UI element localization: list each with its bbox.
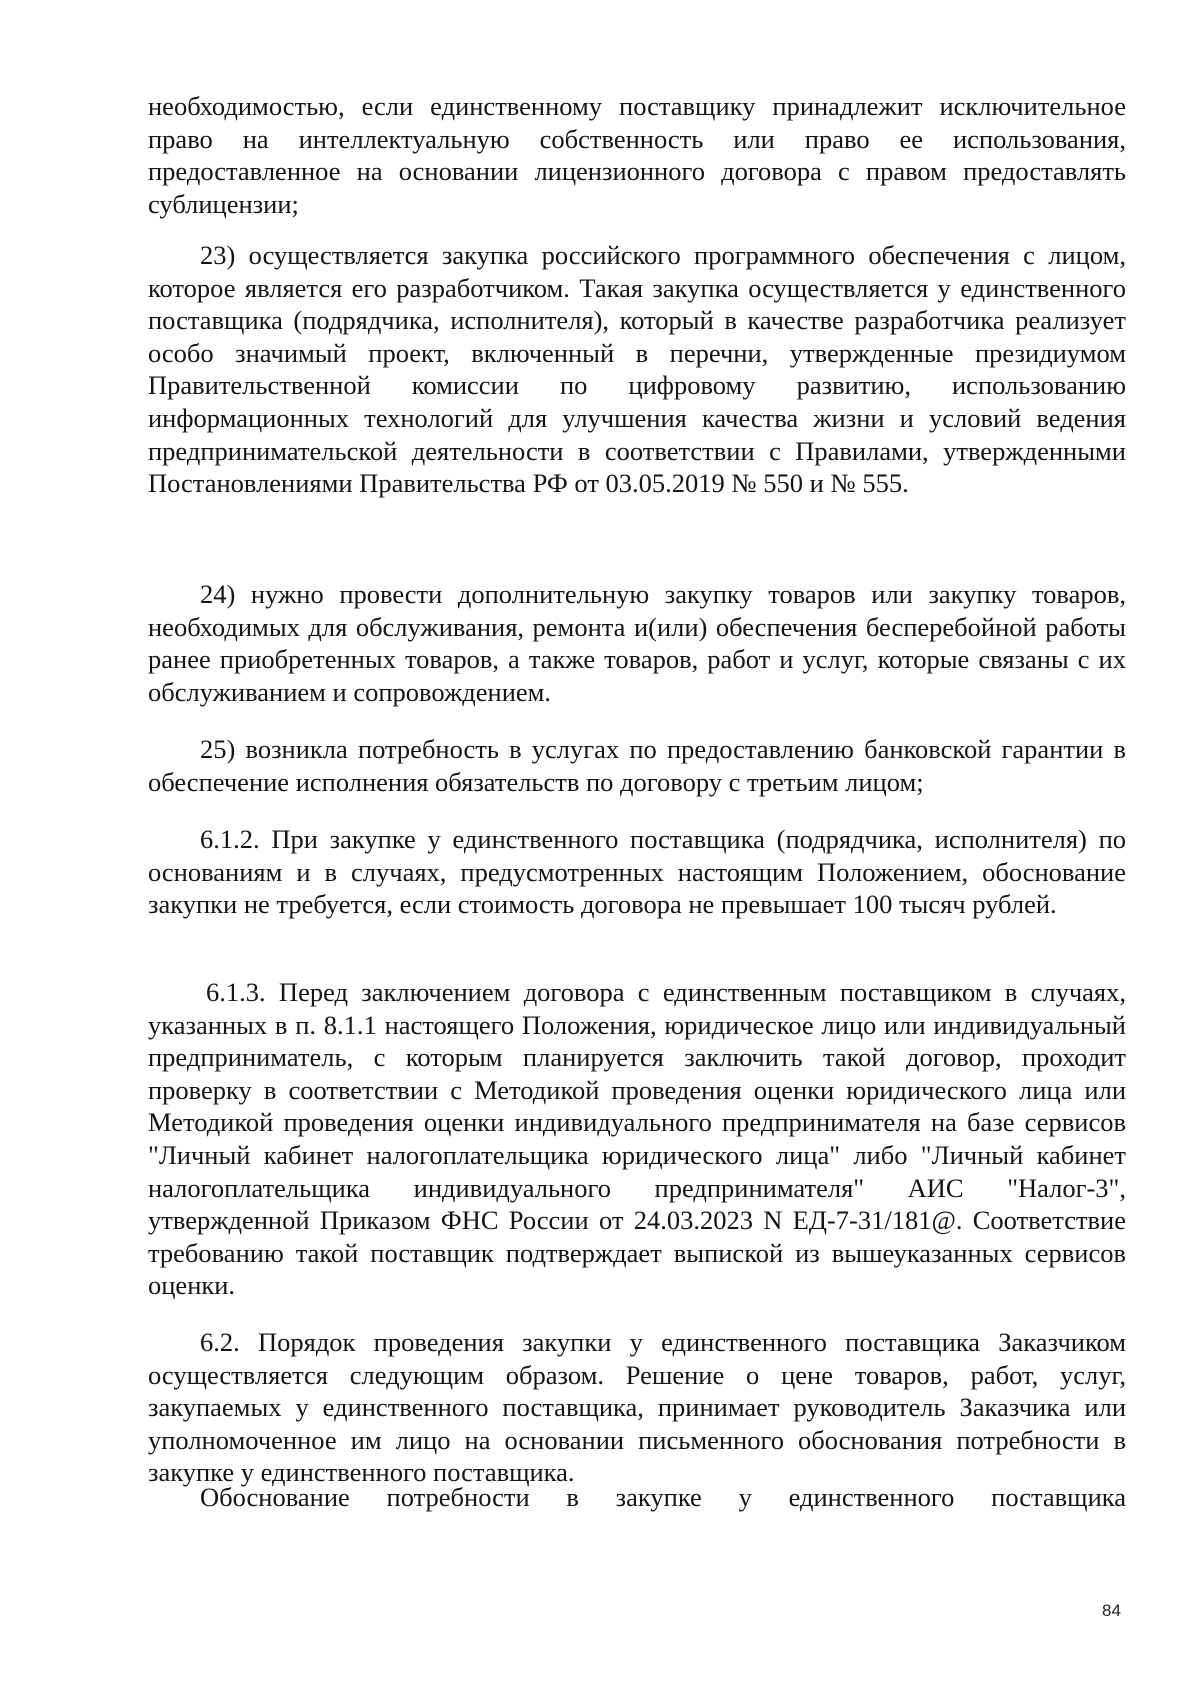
paragraph-6-1-3: 6.1.3. Перед заключением договора с единственным поставщиком в случаях, указанных в п. 8.1.1 настоящего Положения, юридическое лицо или индивидуальный предприниматель, с которым планируется заключить такой договор, проходит проверку в соответствии с Методикой проведения оценки юридического лица или Методикой проведения оценки индивидуального предпринимателя на базе сервисов "Личный кабинет налогоплательщика юридического лица" либо "Личный кабинет налогоплательщика индивидуального предпринимателя" АИС "Налог-3", утвержденной Приказом ФНС России от 24.03.2023 N ЕД-7-31/181@. Соответствие требованию такой поставщик подтверждает выпиской из вышеуказанных сервисов оценки. bbox=[148, 977, 1126, 1301]
paragraph-23: 23) осуществляется закупка российского программного обеспечения с лицом, которое является его разработчиком. Такая закупка осуществляется у единственного поставщика (подрядчика, исполнителя), который в качестве разработчика реализует особо значимый проект, включенный в перечни, утвержденные президиумом Правительственной комиссии по цифровому развитию, использованию информационных технологий для улучшения качества жизни и условий ведения предпринимательской деятельности в соответствии с Правилами, утвержденными Постановлениями Правительства РФ от 03.05.2019 № 550 и № 555. bbox=[148, 240, 1126, 499]
paragraph-24: 24) нужно провести дополнительную закупку товаров или закупку товаров, необходимых для обслуживания, ремонта и(или) обеспечения бесперебойной работы ранее приобретенных товаров, а также товаров, работ и услуг, которые связаны с их обслуживанием и сопровождением. bbox=[148, 579, 1126, 707]
paragraph-6-2: 6.2. Порядок проведения закупки у единственного поставщика Заказчиком осуществляется следующим образом. Решение о цене товаров, работ, услуг, закупаемых у единственного поставщика, принимает руководитель Заказчика или уполномоченное им лицо на основании письменного обоснования потребности в закупке у единственного поставщика. bbox=[148, 1327, 1126, 1488]
paragraph-25: 25) возникла потребность в услугах по предоставлению банковской гарантии в обеспечение исполнения обязательств по договору с третьим лицом; bbox=[148, 734, 1126, 797]
paragraph-6-1-2: 6.1.2. При закупке у единственного поставщика (подрядчика, исполнителя) по основаниям и в случаях, предусмотренных настоящим Положением, обоснование закупки не требуется, если стоимость договора не превышает 100 тысяч рублей. bbox=[148, 824, 1126, 920]
paragraph-justification-start: Обоснование потребности в закупке у единственного поставщика bbox=[200, 1482, 1126, 1512]
page-number: 84 bbox=[1102, 1601, 1121, 1620]
paragraph-22-continuation: необходимостью, если единственному поставщику принадлежит исключительное право на интеллектуальную собственность или право ее использования, предоставленное на основании лицензионного договора с правом предоставлять сублицензии; bbox=[148, 91, 1126, 219]
